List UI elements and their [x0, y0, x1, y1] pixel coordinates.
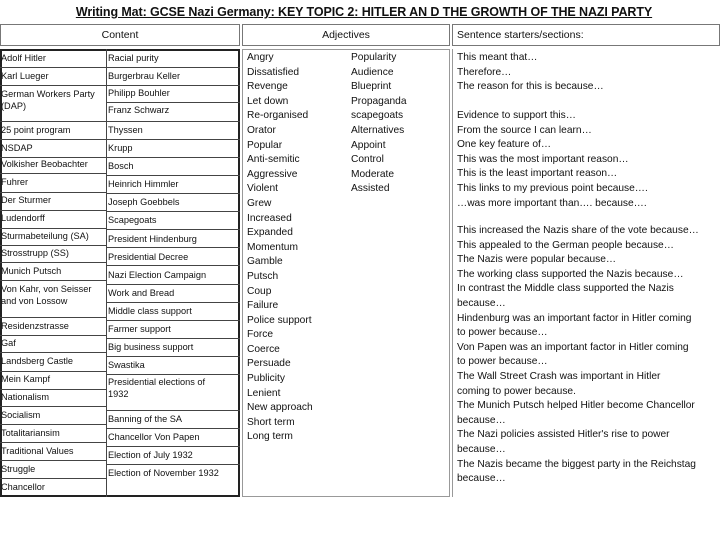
content-right-item: Work and Bread — [108, 288, 175, 298]
adjective-item: Momentum — [247, 241, 298, 253]
content-right-item: Swastika — [108, 360, 145, 370]
content-header: Content — [0, 24, 240, 46]
row-divider — [107, 102, 240, 103]
row-divider — [107, 139, 240, 140]
starters-group-2 — [457, 109, 719, 211]
content-right-item: Presidential elections of 1932 — [108, 377, 206, 399]
adjective-item: Re-organised — [247, 110, 309, 122]
content-right-item: Bosch — [108, 161, 134, 171]
row-divider — [107, 175, 240, 176]
row-divider — [0, 424, 106, 425]
adjective-item: Popular — [247, 139, 283, 151]
content-right-item: Election of November 1932 — [108, 468, 219, 478]
content-right-item: Heinrich Himmler — [108, 179, 179, 189]
adjective-item: Long term — [247, 431, 293, 443]
adjective-item: Blueprint — [351, 81, 392, 93]
adjective-item: Moderate — [351, 168, 395, 180]
adjectives-header: Adjectives — [242, 24, 450, 46]
row-divider — [107, 320, 240, 321]
row-divider — [107, 284, 240, 285]
row-divider — [0, 442, 106, 443]
row-divider — [0, 478, 106, 479]
content-left-item: Adolf Hitler — [1, 53, 46, 63]
starters-group-3 — [457, 224, 719, 487]
adjective-item: Failure — [247, 300, 279, 312]
row-divider — [0, 139, 106, 140]
adjective-item: Revenge — [247, 81, 288, 93]
starter-item: The Nazi policies assisted Hitler's rise to power because… — [457, 429, 670, 455]
adjective-item: Short term — [247, 416, 295, 428]
content-left-item: Gaf — [1, 338, 16, 348]
row-divider — [107, 464, 240, 465]
adjective-item: Publicity — [247, 373, 285, 385]
content-right-item: Election of July 1932 — [108, 450, 193, 460]
row-divider — [0, 460, 106, 461]
row-divider — [107, 338, 240, 339]
row-divider — [107, 157, 240, 158]
row-divider — [107, 446, 240, 447]
starter-item: Von Papen was an important factor in Hitler coming to power because… — [457, 341, 689, 368]
content-left-item: Mein Kampf — [1, 374, 51, 384]
content-left-item: Nationalism — [1, 392, 49, 402]
adjective-item: Lenient — [247, 387, 281, 399]
content-right-item: Burgerbrau Keller — [108, 71, 181, 81]
starter-item: The Nazis became the biggest party in the Reichstag because… — [457, 458, 696, 485]
starter-item: This increased the Nazis share of the vote because… — [457, 225, 699, 236]
starter-item: This is the least important reason… — [457, 168, 618, 180]
adjective-item: Persuade — [247, 358, 291, 370]
content-left-item: Struggle — [1, 464, 36, 474]
page-title: Writing Mat: GCSE Nazi Germany: KEY TOPIC 2: HITLER AN D THE GROWTH OF THE NAZI PARTY — [75, 5, 653, 19]
content-right-item: Farmer support — [108, 324, 171, 334]
row-divider — [0, 121, 106, 122]
adjective-item: scapegoats — [351, 110, 404, 122]
starter-item: In contrast the Middle class supported the Nazis because… — [457, 283, 674, 309]
content-left-item: NSDAP — [1, 143, 33, 153]
adjective-item: New approach — [247, 402, 313, 414]
row-divider — [0, 210, 106, 211]
row-divider — [107, 247, 240, 248]
row-divider — [0, 371, 106, 372]
content-right-item: Big business support — [108, 342, 194, 352]
content-right-item: Franz Schwarz — [108, 105, 170, 115]
adjectives-list-2 — [351, 51, 407, 197]
row-divider — [0, 280, 106, 281]
row-divider — [0, 173, 106, 174]
row-divider — [107, 356, 240, 357]
content-right-item: Joseph Goebbels — [108, 197, 180, 207]
adjective-item: Violent — [247, 183, 278, 195]
adjective-item: Orator — [247, 124, 276, 136]
starter-item: This links to my previous point because…. — [457, 182, 648, 194]
starter-item: Hindenburg was an important factor in Hitler coming to power because… — [457, 312, 692, 339]
row-divider — [0, 317, 106, 318]
content-left-item: Von Kahr, von Seisser and von Lossow — [1, 284, 92, 306]
adjective-item: Appoint — [351, 139, 386, 151]
row-divider — [0, 389, 106, 390]
adjective-item: Grew — [247, 197, 272, 209]
content-right-item: Chancellor Von Papen — [108, 432, 200, 442]
starter-item: The Nazis were popular because… — [457, 254, 617, 266]
content-right-item: Presidential Decree — [108, 252, 189, 262]
content-left-item: Traditional Values — [1, 446, 74, 456]
row-divider — [0, 335, 106, 336]
content-right-item: Thyssen — [108, 125, 143, 135]
starter-item: This meant that… — [457, 52, 538, 63]
content-left-item: Landsberg Castle — [1, 356, 74, 366]
adjective-item: Coerce — [247, 343, 280, 355]
content-right-item: Nazi Election Campaign — [108, 270, 207, 280]
content-left-item: Fuhrer — [1, 177, 29, 187]
content-left-item: German Workers Party (DAP) — [1, 89, 95, 111]
content-left-item: Munich Putsch — [1, 266, 62, 276]
row-divider — [0, 67, 106, 68]
content-left-item: Der Sturmer — [1, 195, 52, 205]
content-left-item: Strosstrupp (SS) — [1, 248, 69, 258]
adjective-item: Coup — [247, 285, 272, 297]
starter-item: One key feature of… — [457, 139, 552, 151]
adjective-item: Control — [351, 154, 384, 166]
content-left-item: Totalitariansim — [1, 428, 60, 438]
row-divider — [107, 211, 240, 212]
row-divider — [107, 121, 240, 122]
content-left-item: Chancellor — [1, 482, 45, 492]
adjective-item: Increased — [247, 212, 292, 224]
row-divider — [107, 67, 240, 68]
content-left-item: Karl Lueger — [1, 71, 49, 81]
row-divider — [0, 352, 106, 353]
row-divider — [107, 374, 240, 375]
content-left-item: Sturmabeteilung (SA) — [1, 231, 89, 241]
content-right-item: Banning of the SA — [108, 414, 183, 424]
adjective-item: Gamble — [247, 256, 283, 268]
starter-item: The reason for this is because… — [457, 81, 604, 93]
row-divider — [0, 262, 106, 263]
row-divider — [107, 193, 240, 194]
row-divider — [0, 157, 106, 158]
content-right-item: Racial purity — [108, 53, 159, 63]
content-divider — [106, 49, 107, 497]
row-divider — [107, 410, 240, 411]
content-left-item: Residenzstrasse — [1, 321, 69, 331]
adjective-item: Dissatisfied — [247, 66, 300, 78]
content-right-item: Scapegoats — [108, 215, 157, 225]
adjective-item: Force — [247, 329, 274, 341]
starter-item: This appealed to the German people because… — [457, 239, 674, 251]
adjective-item: Propaganda — [351, 95, 407, 107]
adjective-item: Putsch — [247, 270, 279, 282]
starter-item: From the source I can learn… — [457, 124, 592, 136]
starter-item: Therefore… — [457, 66, 512, 78]
adjective-item: Popularity — [351, 52, 397, 63]
starter-item: The Munich Putsch helped Hitler become Chancellor because… — [457, 400, 695, 426]
adjective-item: Expanded — [247, 227, 293, 239]
row-divider — [107, 265, 240, 266]
content-right-item: President Hindenburg — [108, 234, 197, 244]
content-left-item: Ludendorff — [1, 213, 45, 223]
row-divider — [107, 302, 240, 303]
row-divider — [0, 228, 106, 229]
adjective-item: Angry — [247, 52, 274, 63]
adjective-item: Police support — [247, 314, 312, 326]
row-divider — [0, 85, 106, 86]
content-right-item: Middle class support — [108, 306, 192, 316]
adjective-item: Aggressive — [247, 168, 298, 180]
adjective-item: Audience — [351, 66, 394, 78]
starter-item: This was the most important reason… — [457, 153, 629, 165]
row-divider — [0, 406, 106, 407]
starters-group-1 — [457, 51, 719, 95]
adjective-item: Alternatives — [351, 124, 405, 136]
content-right-item: Philipp Bouhler — [108, 88, 170, 98]
row-divider — [107, 85, 240, 86]
adjective-item: Assisted — [351, 183, 390, 195]
row-divider — [0, 245, 106, 246]
adjective-item: Anti-semitic — [247, 154, 300, 166]
starter-item: The Wall Street Crash was important in Hitler coming to power because. — [457, 370, 661, 397]
starter-item: The working class supported the Nazis because… — [457, 268, 684, 280]
row-divider — [107, 229, 240, 230]
content-left-item: Socialism — [1, 410, 41, 420]
adjective-item: Let down — [247, 95, 289, 107]
starter-item: Evidence to support this… — [457, 110, 576, 121]
starters-header: Sentence starters/sections: — [452, 24, 720, 46]
content-right-item: Krupp — [108, 143, 133, 153]
content-left-item: Volkisher Beobachter — [1, 159, 88, 169]
starter-item: …was more important than…. because…. — [457, 197, 647, 209]
adjectives-list-1 — [247, 51, 313, 445]
row-divider — [0, 192, 106, 193]
content-left-item: 25 point program — [1, 125, 71, 135]
row-divider — [107, 428, 240, 429]
